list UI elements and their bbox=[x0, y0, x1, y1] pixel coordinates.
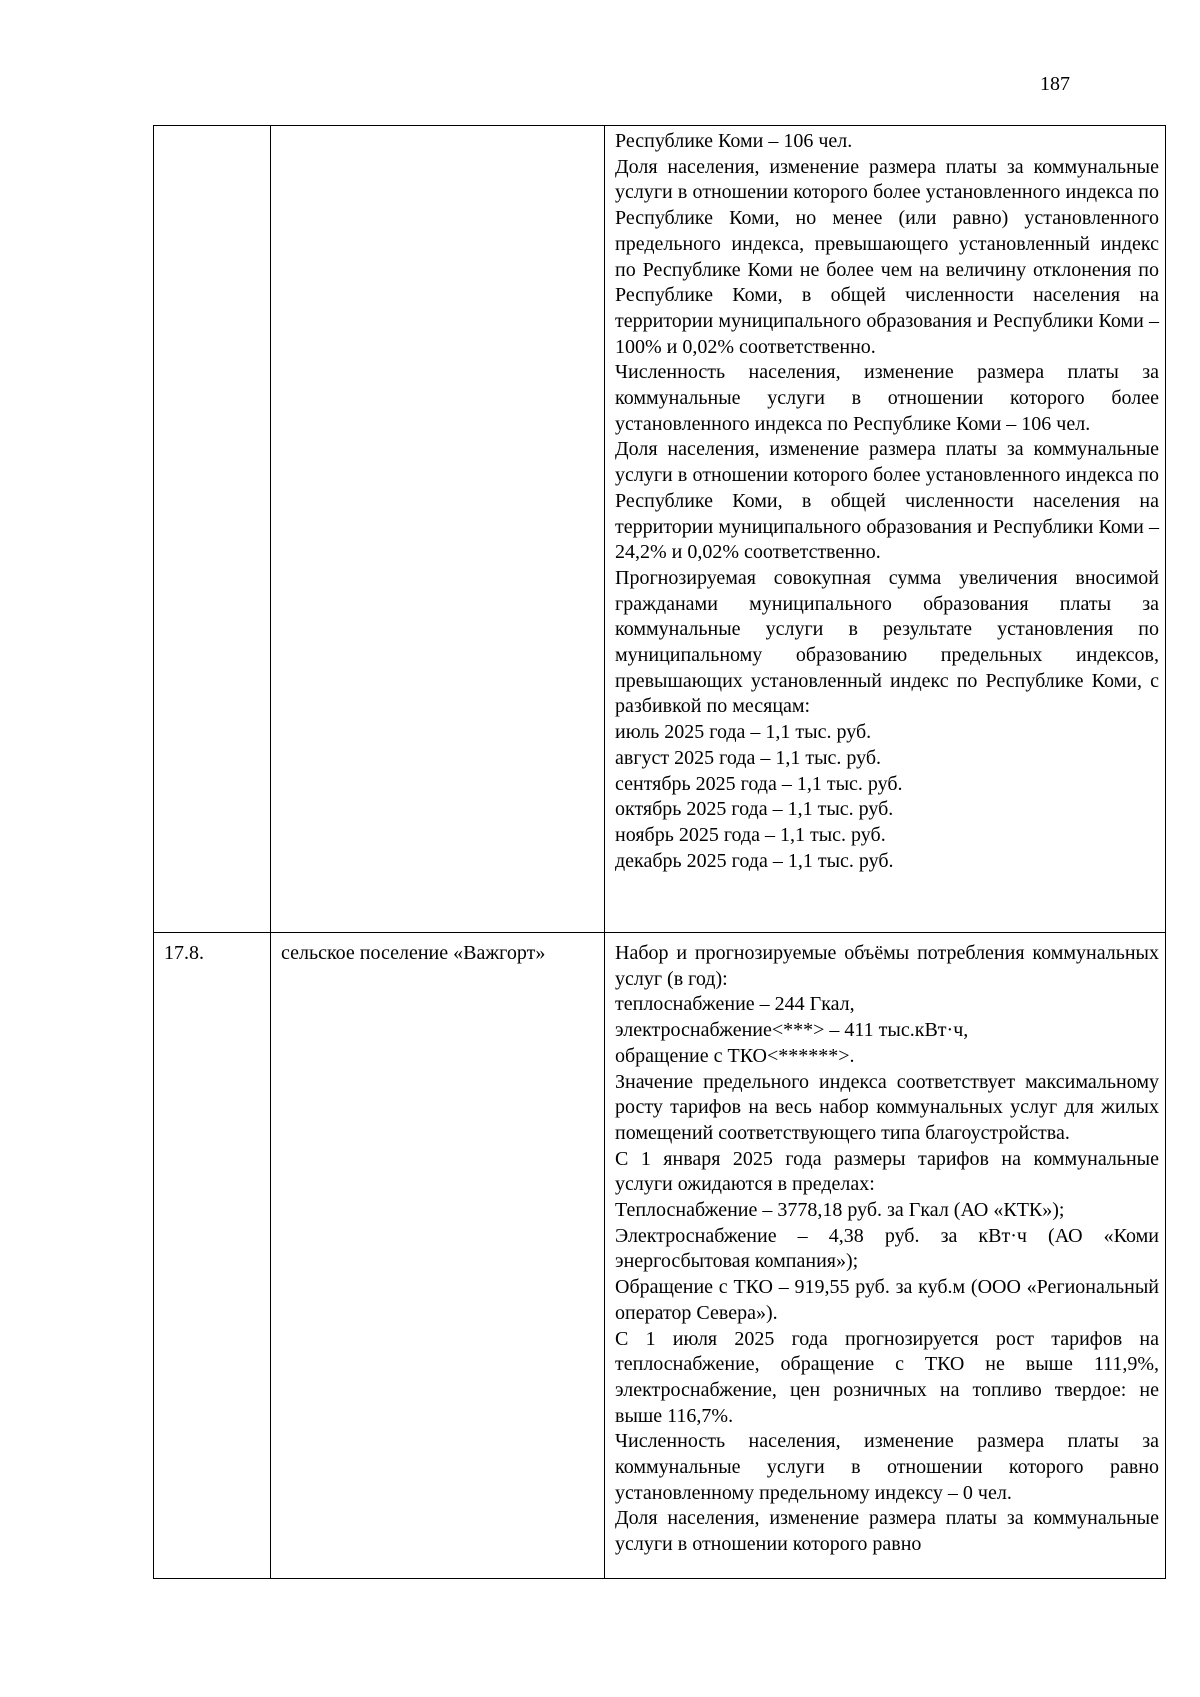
paragraph: Теплоснабжение – 3778,18 руб. за Гкал (АО «КТК»); bbox=[615, 1199, 1065, 1222]
page-number: 187 bbox=[1040, 73, 1070, 95]
paragraph: электроснабжение<***> – 411 тыс.кВт·ч, bbox=[615, 1019, 969, 1042]
month-line: декабрь 2025 года – 1,1 тыс. руб. bbox=[615, 849, 894, 872]
month-line: сентябрь 2025 года – 1,1 тыс. руб. bbox=[615, 772, 903, 795]
paragraph: Набор и прогнозируемые объёмы потребления коммунальных услуг (в год): bbox=[615, 942, 1159, 990]
paragraph: Электроснабжение – 4,38 руб. за кВт·ч (АО «Коми энергосбытовая компания»); bbox=[615, 1224, 1159, 1273]
month-line: июль 2025 года – 1,1 тыс. руб. bbox=[615, 721, 872, 744]
paragraph: теплоснабжение – 244 Гкал, bbox=[615, 993, 855, 1016]
paragraph: Доля населения, изменение размера платы за коммунальные услуги в отношении которого более установленного индекса по Республике Коми, в общей численности населения на территории муниципального образования и Республики Коми – 24,2% и 0,02% соответственно. bbox=[615, 438, 1159, 564]
table-row bbox=[154, 126, 1166, 933]
paragraph: С 1 января 2025 года размеры тарифов на коммунальные услуги ожидаются в пределах: bbox=[615, 1147, 1159, 1196]
month-line: ноябрь 2025 года – 1,1 тыс. руб. bbox=[615, 823, 886, 846]
description-cell bbox=[605, 933, 1166, 1579]
paragraph: Республике Коми – 106 чел. bbox=[615, 130, 853, 152]
paragraph: С 1 июля 2025 года прогнозируется рост тарифов на теплоснабжение, обращение с ТКО не выше 111,9%, электроснабжение, цен розничных на топливо твердое: не выше 116,7%. bbox=[615, 1327, 1159, 1427]
month-line: август 2025 года – 1,1 тыс. руб. bbox=[615, 746, 882, 769]
row-number-cell: 17.8. bbox=[154, 933, 271, 1579]
paragraph: обращение с ТКО<******>. bbox=[615, 1044, 855, 1067]
row-number-cell bbox=[154, 126, 271, 933]
paragraph: Обращение с ТКО – 919,55 руб. за куб.м (ООО «Региональный оператор Севера»). bbox=[615, 1276, 1159, 1324]
municipality-name-cell bbox=[271, 126, 605, 933]
paragraph: Численность населения, изменение размера платы за коммунальные услуги в отношении которого равно установленному предельному индексу – 0 чел. bbox=[615, 1430, 1159, 1504]
table-row bbox=[154, 933, 1166, 1579]
document-table bbox=[153, 125, 1166, 1579]
paragraph: Значение предельного индекса соответствует максимальному росту тарифов на весь набор коммунальных услуг для жилых помещений соответствующего типа благоустройства. bbox=[615, 1070, 1159, 1144]
paragraph: Доля населения, изменение размера платы за коммунальные услуги в отношении которого равно bbox=[615, 1507, 1159, 1556]
municipality-name-cell: сельское поселение «Важгорт» bbox=[271, 933, 605, 1579]
paragraph: Прогнозируемая совокупная сумма увеличения вносимой гражданами муниципального образования платы за коммунальные услуги в результате установления по муниципальному образованию предельных индексов, превышающих установленный индекс по Республике Коми, с разбивкой по месяцам: bbox=[615, 566, 1159, 718]
description-cell bbox=[605, 126, 1166, 933]
paragraph: Численность населения, изменение размера платы за коммунальные услуги в отношении которого более установленного индекса по Республике Коми – 106 чел. bbox=[615, 361, 1159, 435]
month-line: октябрь 2025 года – 1,1 тыс. руб. bbox=[615, 798, 894, 821]
paragraph: Доля населения, изменение размера платы за коммунальные услуги в отношении которого более установленного индекса по Республике Коми, но менее (или равно) установленного предельного индекса, превышающего установленный индекс по Республике Коми не более чем на величину отклонения по Республике Коми, в общей численности населения на территории муниципального образования и Республики Коми – 100% и 0,02% соответственно. bbox=[615, 155, 1159, 358]
